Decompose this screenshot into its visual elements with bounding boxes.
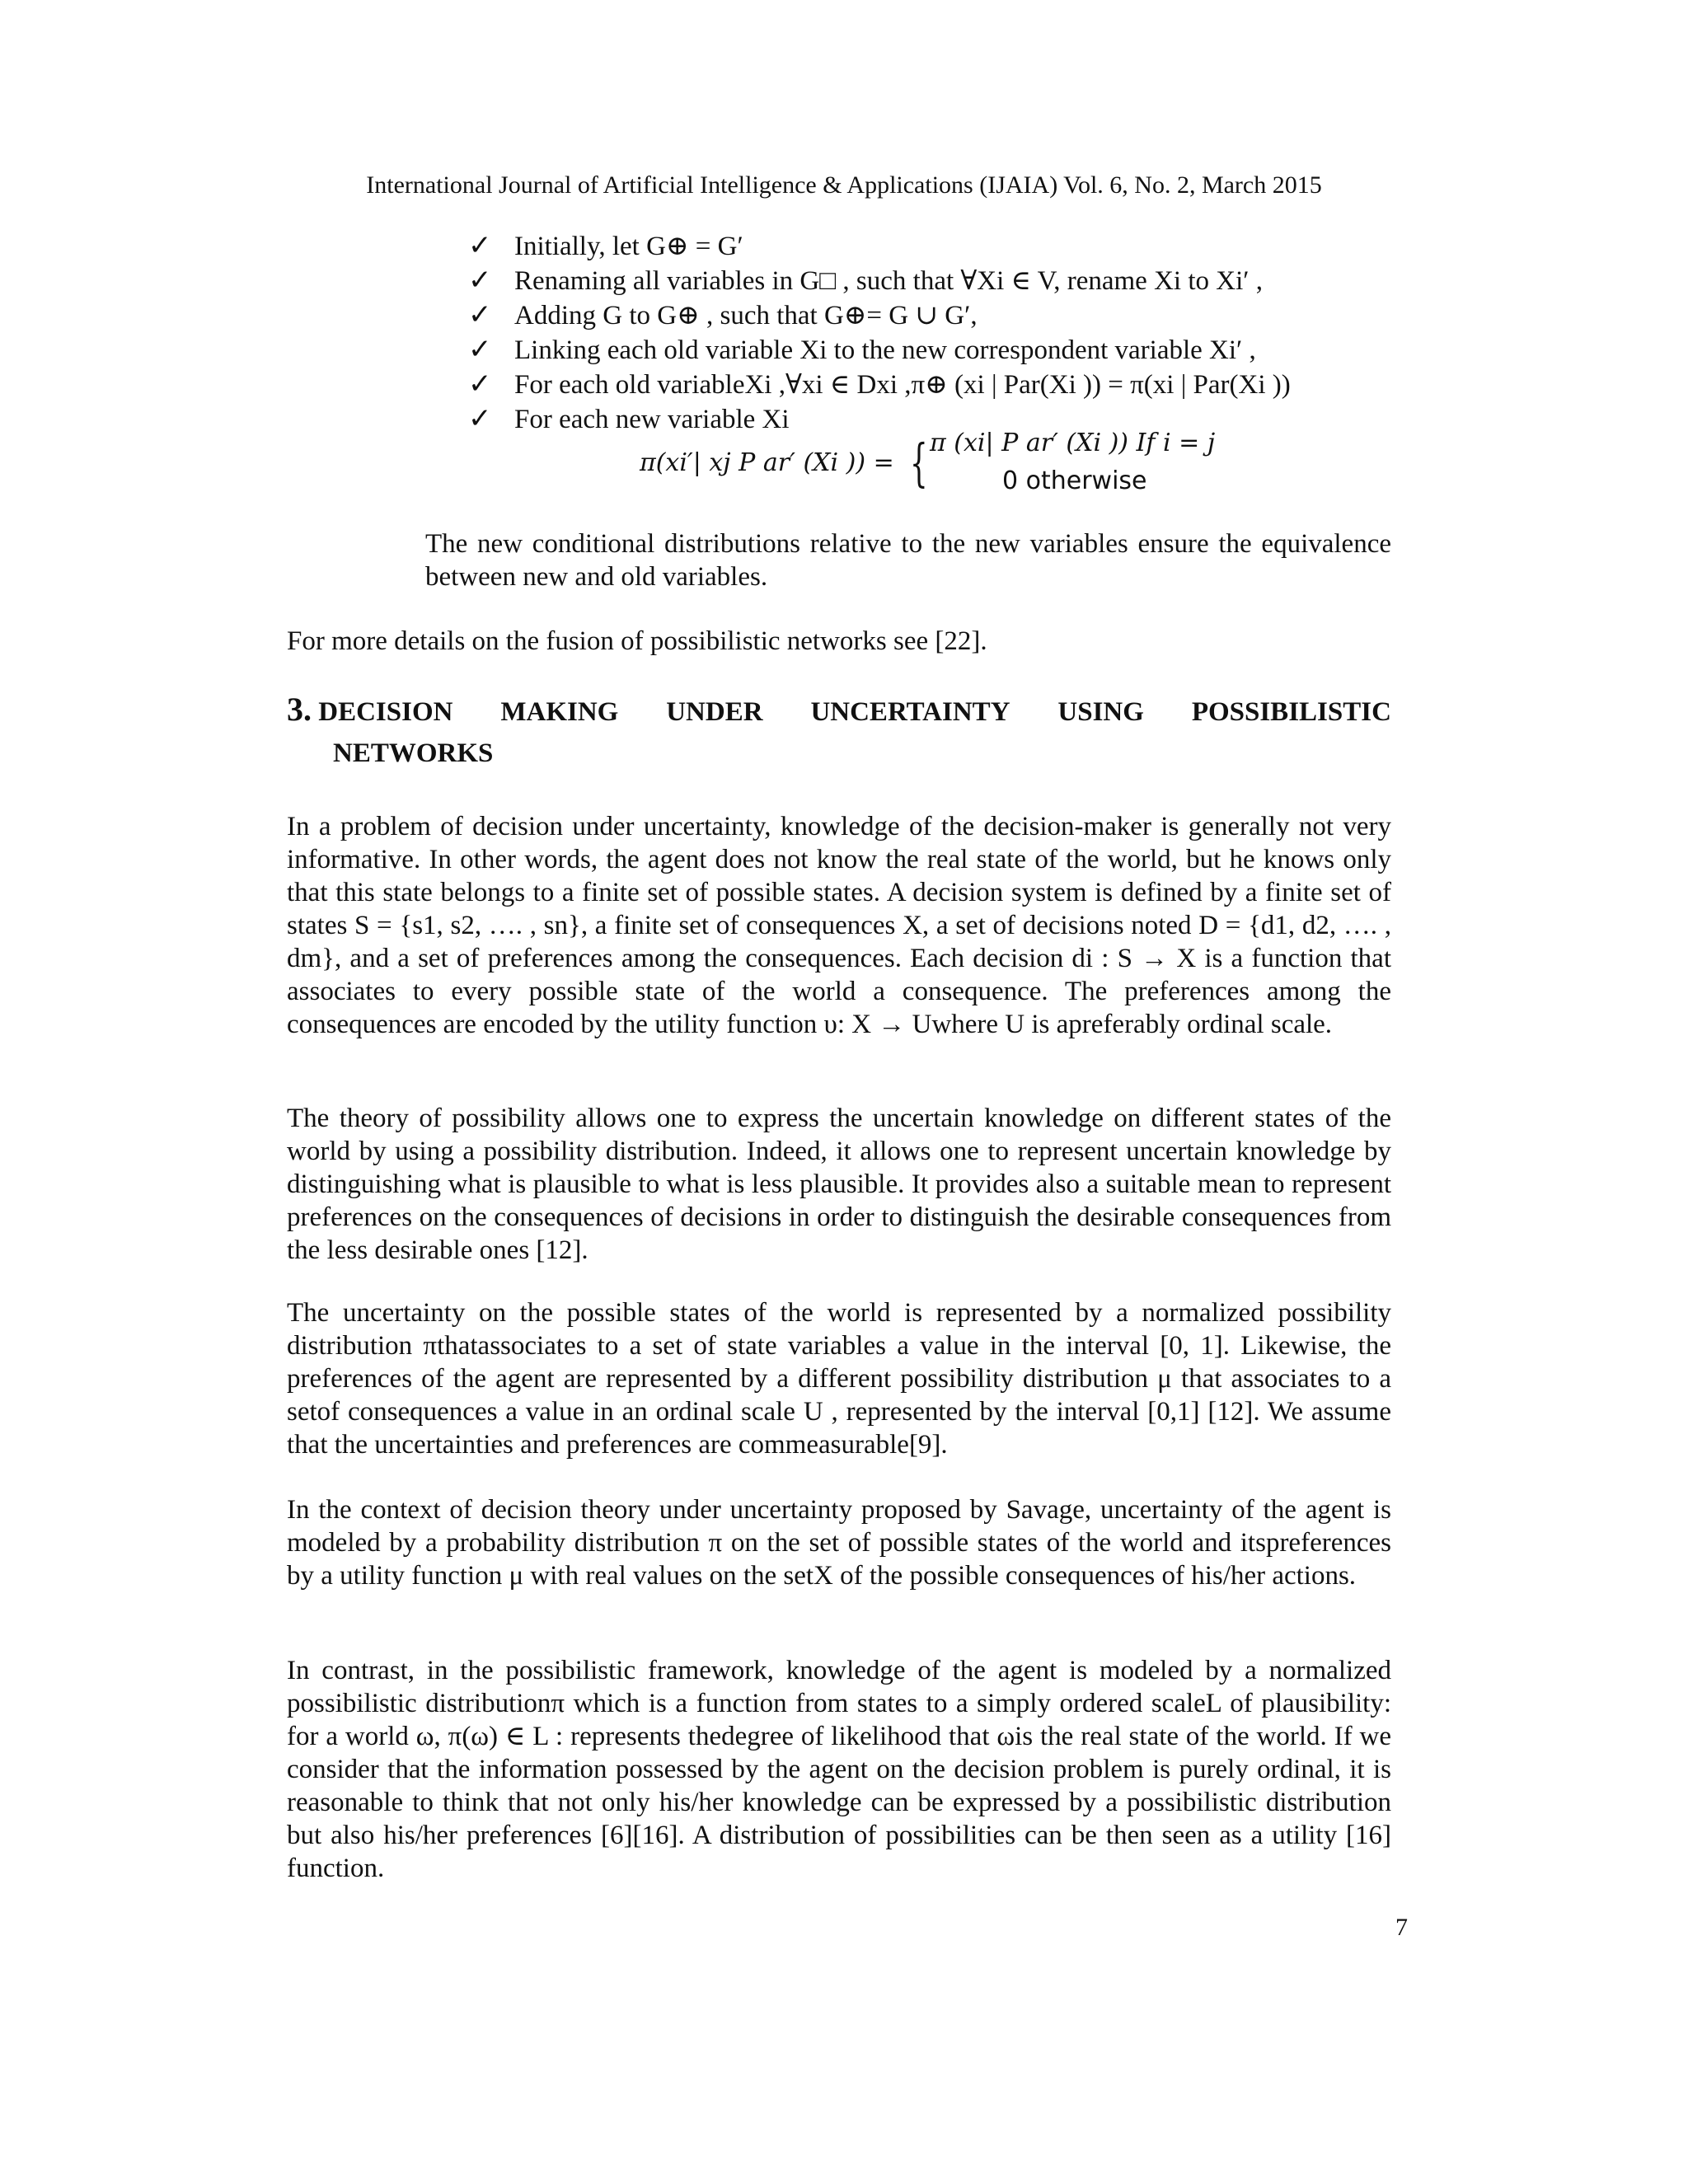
- list-item: [468, 333, 1408, 368]
- heading-word: USING: [1057, 697, 1144, 727]
- paragraph-possibility-theory: The theory of possibility allows one to express the uncertain knowledge on different states of the world by using a possibility distribution. Indeed, it allows one to represent uncertain knowledge by distinguishing what is plausible to what is less plausible. It provides also a suitable mean to represent preferences on the consequences of decisions in order to distinguish the desirable consequences from the less desirable ones [12].: [287, 1104, 1391, 1265]
- paragraph-equivalence: The new conditional distributions relative to the new variables ensure the equivalence between new and old variables.: [425, 529, 1391, 592]
- paragraph-fusion-details: For more details on the fusion of possibilistic networks see [22].: [287, 626, 987, 656]
- list-item: [468, 229, 1408, 264]
- checkmark-icon: ✓: [468, 333, 492, 366]
- paragraph-decision-problem: In a problem of decision under uncertainty, knowledge of the decision-maker is generally not very informative. In other words, the agent does not know the real state of the world, but he knows only that this state belongs to a finite set of possible states. A decision system is defined by a finite set of states S = {s1, s2, …. , sn}, a finite set of consequences X, a set of decisions noted D = {d1, d2, …. , dm}, and a set of preferences among the consequences. Each decision di : S → X is a function that associates to every possible state of the world a consequence. The preferences among the consequences are encoded by the utility function υ: X → Uwhere U is apreferably ordinal scale.: [287, 812, 1391, 1039]
- formula-brace: {: [910, 433, 928, 493]
- list-item: [468, 368, 1408, 402]
- heading-word: 3. DECISION: [287, 691, 453, 728]
- bullet-text: Adding G to G⊕ , such that G⊕= G ∪ G′,: [514, 301, 978, 330]
- fusion-steps-list: [468, 229, 1408, 437]
- checkmark-icon: ✓: [468, 264, 492, 297]
- bullet-text: For each new variable Xi: [514, 405, 790, 434]
- bullet-text: For each old variableXi ,∀xi ∈ Dxi ,π⊕ (xi | Par(Xi )) = π(xi | Par(Xi )): [514, 370, 1291, 400]
- paragraph-savage: In the context of decision theory under uncertainty proposed by Savage, uncertainty of the agent is modeled by a probability distribution π on the set of possible states of the world and itspreferences by a utility function μ with real values on the setX of the possible consequences of his/her actions.: [287, 1495, 1391, 1591]
- list-item: [468, 298, 1408, 333]
- formula-lhs: π(xi′| xj P ar′ (Xi )) =: [640, 448, 894, 477]
- bullet-text: Linking each old variable Xi to the new correspondent variable Xi′ ,: [514, 335, 1256, 365]
- section-heading: [287, 689, 1391, 774]
- heading-word: UNCERTAINTY: [810, 697, 1010, 727]
- bullet-text: Renaming all variables in G□ , such that ∀Xi ∈ V, rename Xi to Xi′ ,: [514, 266, 1263, 296]
- checkmark-icon: ✓: [468, 402, 492, 435]
- heading-line-2: NETWORKS: [333, 738, 494, 768]
- paragraph-possibilistic-framework: In contrast, in the possibilistic framework, knowledge of the agent is modeled by a normalized possibilistic distributionπ which is a function from states to a simply ordered scaleL of plausibility: for a world ω, π(ω) ∈ L : represents thedegree of likelihood that ωis the real state of the world. If we consider that the information possessed by the agent on the decision problem is purely ordinal, it is reasonable to think that not only his/her knowledge can be expressed by a possibilistic distribution but also his/her preferences [6][16]. A distribution of possibilities can be then seen as a utility [16] function.: [287, 1656, 1391, 1883]
- list-item: [468, 264, 1408, 298]
- formula-case-2: 0 otherwise: [1002, 466, 1147, 495]
- bullet-text: Initially, let G⊕ = G′: [514, 232, 743, 261]
- formula-case-1: π (xi| P ar′ (Xi )) If i = j: [930, 429, 1216, 457]
- conditional-distribution-formula: [640, 429, 1381, 503]
- heading-word: MAKING: [500, 697, 619, 727]
- paragraph-uncertainty-representation: The uncertainty on the possible states of the world is represented by a normalized possibility distribution πthatassociates to a set of state variables a value in the interval [0, 1]. Likewise, the preferences of the agent are represented by a different possibility distribution μ that associates to a setof consequences a value in an ordinal scale U , represented by the interval [0,1] [12]. We assume that the uncertainties and preferences are commeasurable[9].: [287, 1298, 1391, 1460]
- heading-word: UNDER: [666, 697, 763, 727]
- page-number: 7: [1395, 1914, 1408, 1941]
- journal-header: International Journal of Artificial Intelligence & Applications (IJAIA) Vol. 6, No. 2, March 2015: [366, 171, 1322, 199]
- heading-word: POSSIBILISTIC: [1191, 697, 1391, 727]
- checkmark-icon: ✓: [468, 229, 492, 262]
- checkmark-icon: ✓: [468, 298, 492, 331]
- checkmark-icon: ✓: [468, 368, 492, 401]
